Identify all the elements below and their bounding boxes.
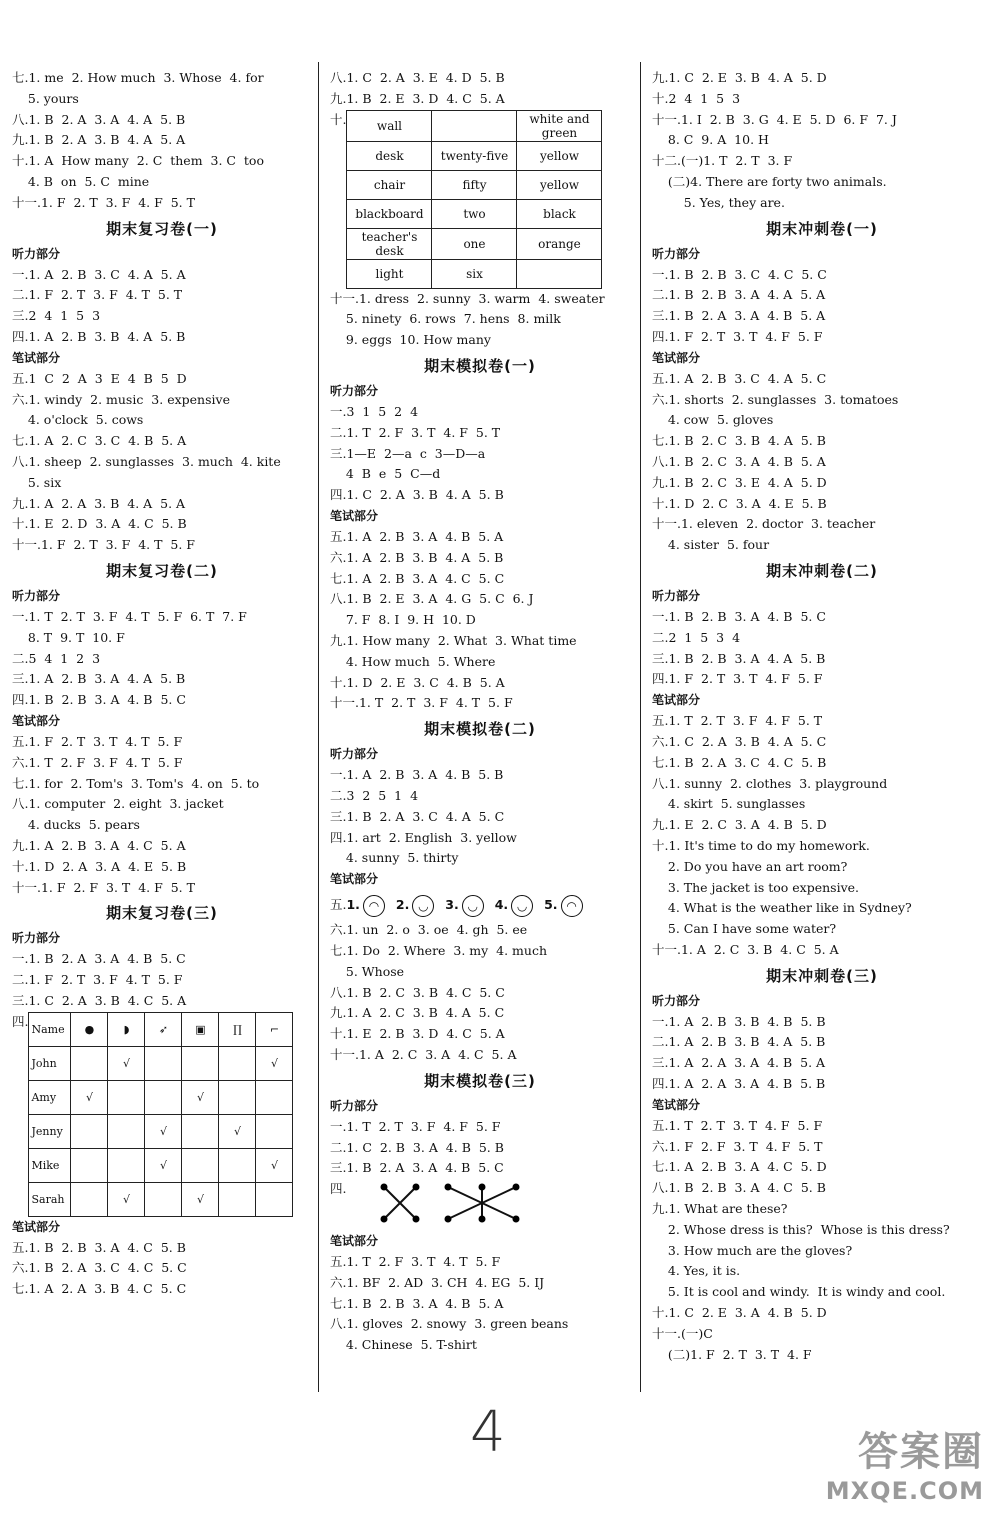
subsection-label: 笔试部分 (652, 350, 701, 365)
answer-line: 八.1. B 2. C 3. B 4. C 5. C (330, 984, 505, 1000)
subsection-label: 笔试部分 (652, 693, 701, 708)
answer-line: 七.1. B 2. B 3. A 4. B 5. A (330, 1295, 504, 1311)
subsection-label: 听力部分 (330, 747, 379, 762)
answer-line: 十.2 4 1 5 3 (652, 90, 741, 106)
question-number: 五. (330, 897, 347, 913)
answer-line: 三.1. A 2. B 3. A 4. A 5. B (12, 671, 186, 687)
answer-line: 二.1. T 2. F 3. T 4. F 5. T (330, 424, 501, 440)
grid-name: Jenny (29, 1114, 71, 1148)
check-cell: √ (145, 1148, 182, 1182)
check-cell (108, 1114, 145, 1148)
answer-line: 六.1. BF 2. AD 3. CH 4. EG 5. IJ (330, 1274, 545, 1290)
face-label: 4. (494, 897, 509, 913)
answer-line: 二.3 2 5 1 4 (330, 787, 419, 803)
answer-line: 九.1. B 2. E 3. D 4. C 5. A (330, 90, 505, 106)
answer-line: 十一.1. I 2. B 3. G 4. E 5. D 6. F 7. J (652, 111, 897, 127)
answer-line: 4. How much 5. Where (330, 653, 496, 669)
answer-line: 九.1. How many 2. What 3. What time (330, 632, 577, 648)
answer-line: 五.1. T 2. F 3. T 4. T 5. F (330, 1254, 501, 1270)
check-cell (71, 1046, 108, 1080)
table-cell (517, 259, 602, 288)
grid-name: Amy (29, 1080, 71, 1114)
answer-line: 六.1. A 2. B 3. B 4. A 5. B (330, 549, 504, 565)
answer-line: 5. yours (12, 90, 79, 106)
column-divider-2 (640, 62, 641, 1392)
table-row (29, 1114, 293, 1148)
page-number: 4 (470, 1400, 506, 1465)
answer-line: 六.1. C 2. A 3. B 4. A 5. C (652, 733, 827, 749)
face-label: 5. (544, 897, 558, 913)
section-title: 期末复习卷(三) (106, 904, 218, 923)
subsection-label: 笔试部分 (652, 1097, 701, 1112)
answer-line: 十.1. E 2. D 3. A 4. C 5. B (12, 516, 187, 532)
answer-line: 2. Whose dress is this? Whose is this dress? (652, 1221, 950, 1237)
answer-line: 5. It is cool and windy. It is windy and cool. (652, 1284, 946, 1300)
section-title: 期末模拟卷(二) (424, 720, 536, 739)
answer-line: 五.1 C 2 A 3 E 4 B 5 D (12, 370, 187, 386)
answer-line: 七.1. B 2. A 3. C 4. C 5. B (652, 754, 827, 770)
answer-line: 七.1. B 2. C 3. B 4. A 5. B (652, 433, 826, 449)
subsection-label: 笔试部分 (12, 350, 61, 365)
table-cell: orange (517, 228, 602, 259)
table-cell: white and green (517, 110, 602, 141)
answer-line: 八.1. sheep 2. sunglasses 3. much 4. kite (12, 453, 281, 469)
answer-line: 四.1. C 2. A 3. B 4. A 5. B (330, 487, 504, 503)
answer-line: 一.1. B 2. A 3. A 4. B 5. C (12, 951, 186, 967)
answer-line: 二.1. C 2. B 3. A 4. B 5. B (330, 1139, 504, 1155)
answer-line: 八.1. B 2. B 3. A 4. C 5. B (652, 1180, 826, 1196)
answer-line: 4. Yes, it is. (652, 1263, 741, 1279)
check-cell (145, 1046, 182, 1080)
answer-line: (二)1. F 2. T 3. T 4. F (652, 1346, 812, 1362)
table-row (29, 1046, 293, 1080)
answer-line: 三.1. B 2. A 3. C 4. A 5. C (330, 808, 505, 824)
answer-line: 十二.(一)1. T 2. T 3. F (652, 153, 793, 169)
table-cell: light (347, 259, 432, 288)
table-cell: six (432, 259, 517, 288)
answer-line: 六.1. B 2. A 3. C 4. C 5. C (12, 1260, 187, 1276)
subsection-label: 听力部分 (330, 383, 379, 398)
column-divider-1 (318, 62, 319, 1392)
answer-line: 八.1. C 2. A 3. E 4. D 5. B (330, 70, 505, 85)
answer-line: 十一.1. F 2. T 3. F 4. F 5. T (12, 194, 195, 210)
check-cell (219, 1080, 256, 1114)
banana-icon: ◗ (108, 1012, 145, 1046)
answer-line: 五.1. T 2. T 3. T 4. F 5. F (652, 1117, 823, 1133)
matching-answer-four (330, 1179, 630, 1231)
answer-line: 一.1. A 2. B 3. B 4. B 5. B (652, 1013, 826, 1029)
sock-icon: ⌐ (256, 1012, 293, 1046)
answer-line: 5. ninety 6. rows 7. hens 8. milk (330, 311, 561, 327)
watermark (826, 1420, 984, 1505)
grid-name: John (29, 1046, 71, 1080)
answer-line: 十.1. C 2. E 3. A 4. B 5. D (652, 1305, 827, 1321)
check-cell: √ (71, 1080, 108, 1114)
answer-line: 十.1. It's time to do my homework. (652, 837, 870, 853)
answer-column-3 (652, 68, 992, 1365)
table-row (347, 170, 602, 199)
check-cell (182, 1148, 219, 1182)
answer-line: 十.1. D 2. A 3. A 4. E 5. B (12, 858, 187, 874)
answer-line: 五.1. B 2. B 3. A 4. C 5. B (12, 1239, 186, 1255)
watermark-title: 答案圈 (858, 1429, 984, 1475)
table-cell: desk (347, 141, 432, 170)
answer-line: 十.1. E 2. B 3. D 4. C 5. A (330, 1026, 505, 1042)
answer-line: 4. ducks 5. pears (12, 817, 140, 833)
check-cell (182, 1046, 219, 1080)
check-cell (145, 1080, 182, 1114)
answer-line: 三.1. B 2. B 3. A 4. A 5. B (652, 650, 826, 666)
answer-line: 六.1. T 2. F 3. F 4. T 5. F (12, 754, 183, 770)
answer-line: 八.1. gloves 2. snowy 3. green beans (330, 1316, 569, 1332)
answer-line: 三.2 4 1 5 3 (12, 308, 101, 324)
answer-line: 四.1. F 2. T 3. T 4. F 5. F (652, 671, 823, 687)
section-title: 期末模拟卷(三) (424, 1071, 536, 1090)
answer-line: 五.1. F 2. T 3. T 4. T 5. F (12, 733, 183, 749)
answer-line: 二.1. F 2. T 3. F 4. T 5. T (12, 287, 183, 303)
table-cell: yellow (517, 141, 602, 170)
answer-line: 4. sunny 5. thirty (330, 850, 459, 866)
answer-line: 4. o'clock 5. cows (12, 412, 144, 428)
answer-line: 九.1. B 2. C 3. E 4. A 5. D (652, 474, 827, 490)
shirt-icon: ▣ (182, 1012, 219, 1046)
grid-name: Mike (29, 1148, 71, 1182)
answer-column-1 (12, 68, 312, 1300)
answer-line: 十一.(一)C (652, 1325, 713, 1341)
answer-line: 三.1. C 2. A 3. B 4. C 5. A (12, 992, 187, 1008)
match-lines-icon (442, 1181, 522, 1225)
check-cell (256, 1080, 293, 1114)
answer-line: 8. T 9. T 10. F (12, 629, 125, 645)
answer-line: 三.1. A 2. A 3. A 4. B 5. A (652, 1055, 826, 1071)
answer-line: 4. What is the weather like in Sydney? (652, 900, 912, 916)
answer-line: 四.1. F 2. T 3. T 4. F 5. F (652, 328, 823, 344)
answer-line: 一.1. B 2. B 3. A 4. B 5. C (652, 608, 826, 624)
matching-lines (346, 1179, 522, 1231)
answer-line: 八.1. B 2. A 3. A 4. A 5. B (12, 111, 186, 127)
answer-line: 五.1. T 2. T 3. F 4. F 5. T (652, 713, 823, 729)
answer-line: 七.1. A 2. C 3. C 4. B 5. A (12, 433, 187, 449)
subsection-label: 听力部分 (12, 246, 61, 261)
answer-table-ten (330, 110, 630, 289)
check-cell: √ (182, 1182, 219, 1216)
check-cell (182, 1114, 219, 1148)
section-title: 期末复习卷(二) (106, 561, 218, 580)
answer-line: 二.2 1 5 3 4 (652, 629, 741, 645)
answer-line: 5. six (12, 474, 62, 490)
check-cell (71, 1114, 108, 1148)
table-cell: wall (347, 110, 432, 141)
answer-line: 一.1. B 2. B 3. C 4. C 5. C (652, 266, 827, 282)
sad-face-icon: ◠ (561, 895, 583, 917)
check-cell (256, 1182, 293, 1216)
table-cell: two (432, 199, 517, 228)
answer-line: 二.1. A 2. B 3. B 4. A 5. B (652, 1034, 826, 1050)
check-cell (219, 1046, 256, 1080)
answer-line: 八.1. computer 2. eight 3. jacket (12, 796, 224, 812)
check-cell (108, 1080, 145, 1114)
answer-line: 3. The jacket is too expensive. (652, 879, 860, 895)
check-cell: √ (256, 1148, 293, 1182)
answer-line: 七.1. for 2. Tom's 3. Tom's 4. on 5. to (12, 775, 260, 791)
answer-line: 六.1. shorts 2. sunglasses 3. tomatoes (652, 391, 899, 407)
check-cell: √ (219, 1114, 256, 1148)
grid-header: Name (29, 1012, 71, 1046)
answer-line: 四.1. art 2. English 3. yellow (330, 829, 517, 845)
pants-icon: ∏ (219, 1012, 256, 1046)
table-row (29, 1148, 293, 1182)
subsection-label: 笔试部分 (330, 872, 379, 887)
check-cell: √ (145, 1114, 182, 1148)
question-number: 四. (330, 1181, 347, 1197)
answer-line: 二.5 4 1 2 3 (12, 650, 101, 666)
faces-answer (330, 890, 630, 920)
answer-line: 一.1. T 2. T 3. F 4. F 5. F (330, 1118, 501, 1134)
answer-line: 4. cow 5. gloves (652, 412, 774, 428)
answer-line: (二)4. There are forty two animals. (652, 173, 887, 189)
check-cell: √ (182, 1080, 219, 1114)
answer-line: 七.1. A 2. B 3. A 4. C 5. D (652, 1159, 827, 1175)
answer-line: 2. Do you have an art room? (652, 858, 848, 874)
answer-line: 5. Yes, they are. (652, 194, 785, 210)
table-cell: yellow (517, 170, 602, 199)
table-row (29, 1080, 293, 1114)
subsection-label: 听力部分 (652, 588, 701, 603)
subsection-label: 听力部分 (12, 931, 61, 946)
answer-line: 十.1. A How many 2. C them 3. C too (12, 153, 264, 169)
subsection-label: 听力部分 (652, 246, 701, 261)
answer-line: 八.1. B 2. E 3. A 4. G 5. C 6. J (330, 591, 534, 607)
answer-line: 十一.1. T 2. T 3. F 4. T 5. F (330, 695, 513, 711)
face-label: 3. (445, 897, 459, 913)
subsection-label: 笔试部分 (12, 713, 61, 728)
answer-line: 十一.1. F 2. T 3. F 4. T 5. F (12, 537, 195, 553)
answer-line: 七.1. A 2. A 3. B 4. C 5. C (12, 1281, 187, 1297)
answer-line: 5. Whose (330, 963, 405, 979)
cross-lines-icon (378, 1181, 422, 1225)
table-cell: blackboard (347, 199, 432, 228)
answer-line: 十一.1. A 2. C 3. A 4. C 5. A (330, 1046, 517, 1062)
answer-line: 四.1. A 2. B 3. B 4. A 5. B (12, 328, 186, 344)
section-title: 期末复习卷(一) (106, 219, 218, 238)
answer-line: 4. B on 5. C mine (12, 173, 150, 189)
check-cell (219, 1182, 256, 1216)
classroom-table (346, 110, 602, 289)
answer-line: 四.1. B 2. B 3. A 4. B 5. C (12, 692, 186, 708)
answer-line: 六.1. un 2. o 3. oe 4. gh 5. ee (330, 922, 528, 938)
answer-line: 一.1. A 2. B 3. C 4. A 5. A (12, 266, 186, 282)
section-title: 期末模拟卷(一) (424, 356, 536, 375)
answer-line: 三.1. B 2. A 3. A 4. B 5. C (330, 1160, 504, 1176)
check-cell (108, 1148, 145, 1182)
answer-line: 六.1. windy 2. music 3. expensive (12, 391, 230, 407)
answer-line: 七.1. A 2. B 3. A 4. C 5. C (330, 570, 505, 586)
answer-line: 4. skirt 5. sunglasses (652, 796, 806, 812)
answer-line: 九.1. B 2. A 3. B 4. A 5. A (12, 132, 186, 148)
table-cell: twenty-five (432, 141, 517, 170)
subsection-label: 笔试部分 (12, 1219, 61, 1234)
answer-line: 七.1. me 2. How much 3. Whose 4. for (12, 70, 264, 85)
check-cell (256, 1114, 293, 1148)
check-cell (145, 1182, 182, 1216)
answer-line: 八.1. sunny 2. clothes 3. playground (652, 775, 888, 791)
check-cell (71, 1182, 108, 1216)
table-row (347, 199, 602, 228)
answer-grid-four (12, 1012, 312, 1217)
answer-line: 4. sister 5. four (652, 537, 770, 553)
subsection-label: 笔试部分 (330, 1234, 379, 1249)
question-number: 四. (12, 1013, 29, 1029)
answer-line: 八.1. B 2. C 3. A 4. B 5. A (652, 453, 826, 469)
answer-line: 3. How much are the gloves? (652, 1242, 853, 1258)
answer-line: 一.1. A 2. B 3. A 4. B 5. B (330, 767, 504, 783)
smiley-face-icon: ◡ (462, 895, 484, 917)
answer-line: 一.1. T 2. T 3. F 4. T 5. F 6. T 7. F (12, 608, 247, 624)
answer-column-2 (330, 68, 630, 1356)
answer-line: 十一.1. eleven 2. doctor 3. teacher (652, 516, 876, 532)
answer-line: 一.3 1 5 2 4 (330, 403, 419, 419)
answer-line: 九.1. What are these? (652, 1201, 788, 1217)
check-cell: √ (108, 1046, 145, 1080)
answer-line: 三.1. B 2. A 3. A 4. B 5. A (652, 308, 826, 324)
smiley-face-icon: ◡ (412, 895, 434, 917)
table-row (347, 110, 602, 141)
subsection-label: 听力部分 (12, 588, 61, 603)
sad-face-icon: ◠ (363, 895, 385, 917)
answer-line: 4. Chinese 5. T-shirt (330, 1337, 477, 1353)
subsection-label: 笔试部分 (330, 508, 379, 523)
answer-line: 二.1. B 2. B 3. A 4. A 5. A (652, 287, 826, 303)
smiley-face-icon: ◡ (511, 895, 533, 917)
answer-line: 九.1. A 2. C 3. B 4. A 5. C (330, 1005, 505, 1021)
table-cell: fifty (432, 170, 517, 199)
answer-line: 5. Can I have some water? (652, 921, 837, 937)
table-row (347, 141, 602, 170)
table-cell (432, 110, 517, 141)
watermark-url: MXQE.COM (825, 1477, 984, 1505)
question-number: 十. (330, 111, 347, 127)
answer-line: 九.1. A 2. A 3. B 4. A 5. A (12, 495, 186, 511)
table-row (29, 1012, 293, 1046)
section-title: 期末冲刺卷(一) (766, 219, 878, 238)
answer-line: 十一.1. dress 2. sunny 3. warm 4. sweater (330, 290, 605, 306)
table-cell: chair (347, 170, 432, 199)
answer-line: 九.1. A 2. B 3. A 4. C 5. A (12, 837, 186, 853)
table-cell: teacher's desk (347, 228, 432, 259)
face-label: 1. (346, 897, 360, 913)
check-cell: √ (256, 1046, 293, 1080)
section-title: 期末冲刺卷(二) (766, 561, 878, 580)
answer-line: 十一.1. A 2. C 3. B 4. C 5. A (652, 941, 839, 957)
answer-line: 五.1. A 2. B 3. A 4. B 5. A (330, 528, 504, 544)
answer-line: 十.1. D 2. C 3. A 4. E 5. B (652, 495, 827, 511)
answer-line: 九.1. E 2. C 3. A 4. B 5. D (652, 817, 827, 833)
answer-line: 9. eggs 10. How many (330, 332, 491, 348)
check-cell (71, 1148, 108, 1182)
answer-line: 七.1. Do 2. Where 3. my 4. much (330, 942, 547, 958)
table-cell: one (432, 228, 517, 259)
answer-line: 四.1. A 2. A 3. A 4. B 5. B (652, 1076, 826, 1092)
subsection-label: 听力部分 (330, 1098, 379, 1113)
answer-line: 二.1. F 2. T 3. F 4. T 5. F (12, 972, 183, 988)
answer-line: 十.1. D 2. E 3. C 4. B 5. A (330, 674, 505, 690)
answer-line: 7. F 8. I 9. H 10. D (330, 612, 476, 628)
checkmark-grid (28, 1012, 293, 1217)
table-row (347, 259, 602, 288)
table-row (29, 1182, 293, 1216)
answer-line: 4 B e 5 C—d (330, 466, 441, 482)
section-title: 期末冲刺卷(三) (766, 966, 878, 985)
answer-line: 九.1. C 2. E 3. B 4. A 5. D (652, 70, 827, 85)
answer-line: 三.1—E 2—a c 3—D—a (330, 445, 486, 461)
apple-icon: ● (71, 1012, 108, 1046)
answer-line: 8. C 9. A 10. H (652, 132, 769, 148)
answer-line: 十一.1. F 2. F 3. T 4. F 5. T (12, 879, 195, 895)
table-row (347, 228, 602, 259)
grid-name: Sarah (29, 1182, 71, 1216)
check-cell (219, 1148, 256, 1182)
face-label: 2. (395, 897, 410, 913)
subsection-label: 听力部分 (652, 993, 701, 1008)
table-cell: black (517, 199, 602, 228)
carrot-icon: ➶ (145, 1012, 182, 1046)
check-cell: √ (108, 1182, 145, 1216)
answer-line: 五.1. A 2. B 3. C 4. A 5. C (652, 370, 827, 386)
answer-line: 六.1. F 2. F 3. T 4. F 5. T (652, 1138, 823, 1154)
